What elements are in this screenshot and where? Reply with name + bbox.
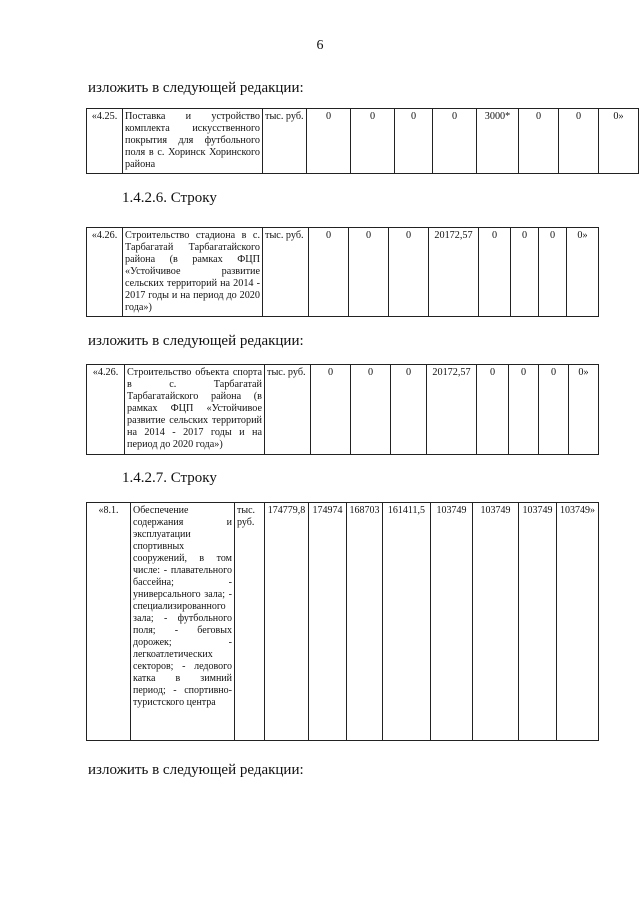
table-row-4-26-new [86, 364, 599, 455]
value-cell: 174974 [309, 503, 347, 741]
value-cell: 0 [311, 365, 351, 455]
table-row-4-25 [86, 108, 639, 174]
value-cell: 174779,8 [265, 503, 309, 741]
value-cell: 0 [519, 109, 559, 174]
value-cell: 0 [395, 109, 433, 174]
heading-row-1-4-2-6: 1.4.2.6. Строку [122, 190, 217, 206]
value-cell: 103749 [431, 503, 473, 741]
page-number: 6 [316, 38, 324, 53]
row-unit: тыс. руб. [263, 228, 309, 317]
row-description: Строительство стадиона в с. Тарбагатай Тарбагатайского района (в рамках ФЦП «Устойчивое развитие сельских территорий на 2014 - 2017 годы и на период до 2020 года») [123, 228, 263, 317]
row-number: «4.26. [87, 365, 125, 455]
heading-edit-1: изложить в следующей редакции: [88, 80, 304, 96]
row-unit: тыс. руб. [265, 365, 311, 455]
value-cell: 0 [307, 109, 351, 174]
value-cell: 103749 [473, 503, 519, 741]
value-cell: 0» [599, 109, 639, 174]
row-description: Обеспечение содержания и эксплуатации спортивных сооружений, в том числе: - плавательного бассейна; - универсального зала; - специализированного зала; - футбольного поля; - беговых дорожек; - легкоатлетических секторов; - ледового катка в зимний период; - спортивно-туристского центра [131, 503, 235, 741]
heading-edit-2: изложить в следующей редакции: [88, 333, 304, 349]
value-cell: 0 [391, 365, 427, 455]
value-cell: 0» [569, 365, 599, 455]
value-cell: 3000* [477, 109, 519, 174]
value-cell: 103749» [557, 503, 599, 741]
row-unit: тыс. руб. [235, 503, 265, 741]
value-cell: 0 [433, 109, 477, 174]
value-cell: 0 [479, 228, 511, 317]
value-cell: 168703 [347, 503, 383, 741]
row-number: «8.1. [87, 503, 131, 741]
table-row-8-1 [86, 502, 599, 741]
value-cell: 20172,57 [427, 365, 477, 455]
value-cell: 103749 [519, 503, 557, 741]
value-cell: 20172,57 [429, 228, 479, 317]
row-number: «4.25. [87, 109, 123, 174]
value-cell: 0 [511, 228, 539, 317]
value-cell: 0 [351, 365, 391, 455]
value-cell: 0 [559, 109, 599, 174]
row-description: Строительство объекта спорта в с. Тарбагатай Тарбагатайского района (в рамках ФЦП «Устойчивое развитие сельских территорий на 2014 - 2017 годы и на период до 2020 года») [125, 365, 265, 455]
row-number: «4.26. [87, 228, 123, 317]
value-cell: 0 [351, 109, 395, 174]
value-cell: 0 [309, 228, 349, 317]
row-unit: тыс. руб. [263, 109, 307, 174]
value-cell: 0 [539, 365, 569, 455]
value-cell: 0 [349, 228, 389, 317]
value-cell: 0 [389, 228, 429, 317]
value-cell: 161411,5 [383, 503, 431, 741]
value-cell: 0 [539, 228, 567, 317]
value-cell: 0» [567, 228, 599, 317]
row-description: Поставка и устройство комплекта искусственного покрытия для футбольного поля в с. Хоринск Хоринского района [123, 109, 263, 174]
heading-row-1-4-2-7: 1.4.2.7. Строку [122, 470, 217, 486]
heading-edit-3: изложить в следующей редакции: [88, 762, 304, 778]
table-row-4-26-old [86, 227, 599, 317]
value-cell: 0 [477, 365, 509, 455]
value-cell: 0 [509, 365, 539, 455]
